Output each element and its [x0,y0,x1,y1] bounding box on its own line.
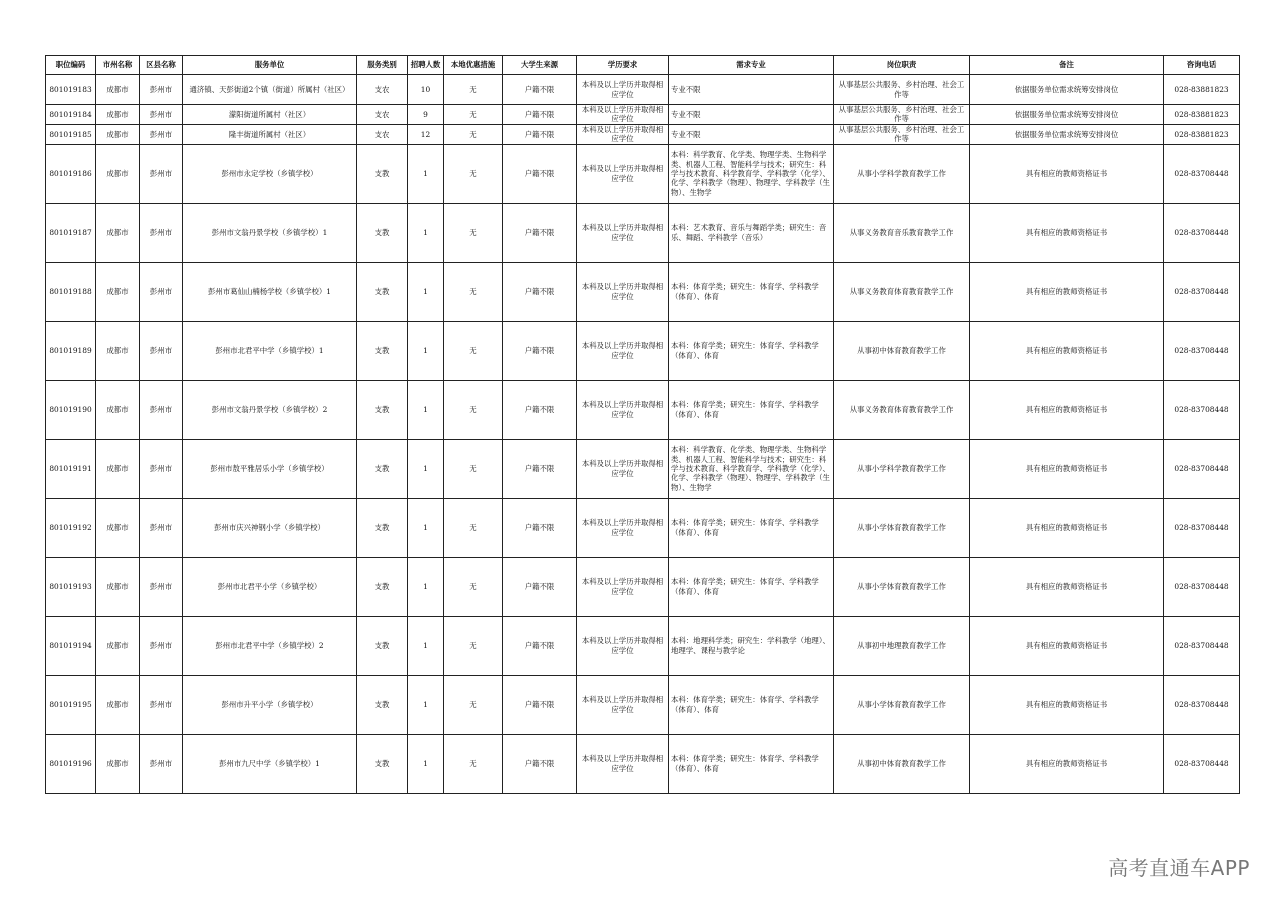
cell-duty: 从事初中地理教育教学工作 [834,616,970,675]
cell-city: 成都市 [96,557,140,616]
cell-note: 依据服务单位需求统筹安排岗位 [970,124,1164,144]
table-row [46,675,1240,734]
cell-duty: 从事小学体育教育教学工作 [834,498,970,557]
cell-major: 本科：艺术教育、音乐与舞蹈学类；研究生：音乐、舞蹈、学科教学（音乐） [669,203,834,262]
cell-local: 无 [444,105,503,125]
cell-source: 户籍不限 [503,105,577,125]
cell-major: 本科：科学教育、化学类、物理学类、生物科学类、机器人工程、智能科学与技术；研究生：科学与技术教育、科学教育学、学科教学（化学）、化学、学科教学（物理）、物理学、学科教学（生物）、生物学 [669,144,834,203]
cell-category: 支教 [357,616,408,675]
header-row [46,56,1240,75]
cell-source: 户籍不限 [503,498,577,557]
cell-note: 具有相应的教师资格证书 [970,557,1164,616]
col-header-duty: 岗位职责 [834,56,970,75]
cell-duty: 从事小学体育教育教学工作 [834,675,970,734]
cell-duty: 从事小学科学教育教学工作 [834,144,970,203]
cell-count: 1 [408,557,444,616]
cell-major: 本科：地理科学类；研究生：学科教学（地理）、地理学、课程与教学论 [669,616,834,675]
cell-edu: 本科及以上学历并取得相应学位 [577,144,669,203]
cell-code: 801019195 [46,675,96,734]
cell-edu: 本科及以上学历并取得相应学位 [577,262,669,321]
cell-unit: 彭州市北君平中学（乡镇学校）1 [183,321,357,380]
cell-unit: 彭州市文翁丹景学校（乡镇学校）1 [183,203,357,262]
cell-major: 专业不限 [669,105,834,125]
table-row [46,498,1240,557]
cell-city: 成都市 [96,144,140,203]
cell-note: 具有相应的教师资格证书 [970,380,1164,439]
cell-duty: 从事初中体育教育教学工作 [834,734,970,793]
cell-note: 具有相应的教师资格证书 [970,616,1164,675]
cell-local: 无 [444,557,503,616]
cell-phone: 028-83881823 [1164,75,1240,105]
cell-duty: 从事基层公共服务、乡村治理、社会工作等 [834,75,970,105]
col-header-local: 本地优惠措施 [444,56,503,75]
cell-note: 具有相应的教师资格证书 [970,203,1164,262]
cell-note: 具有相应的教师资格证书 [970,675,1164,734]
col-header-major: 需求专业 [669,56,834,75]
cell-note: 具有相应的教师资格证书 [970,262,1164,321]
cell-count: 1 [408,498,444,557]
cell-local: 无 [444,321,503,380]
cell-major: 专业不限 [669,124,834,144]
cell-category: 支教 [357,498,408,557]
cell-duty: 从事义务教育音乐教育教学工作 [834,203,970,262]
cell-count: 1 [408,321,444,380]
table-row [46,105,1240,125]
cell-source: 户籍不限 [503,557,577,616]
cell-city: 成都市 [96,203,140,262]
cell-code: 801019187 [46,203,96,262]
cell-source: 户籍不限 [503,144,577,203]
cell-source: 户籍不限 [503,380,577,439]
cell-code: 801019191 [46,439,96,498]
cell-count: 1 [408,675,444,734]
cell-code: 801019185 [46,124,96,144]
cell-duty: 从事基层公共服务、乡村治理、社会工作等 [834,105,970,125]
col-header-category: 服务类别 [357,56,408,75]
table-row [46,734,1240,793]
cell-phone: 028-83708448 [1164,616,1240,675]
cell-count: 1 [408,616,444,675]
cell-local: 无 [444,203,503,262]
cell-source: 户籍不限 [503,616,577,675]
cell-phone: 028-83708448 [1164,262,1240,321]
col-header-phone: 咨询电话 [1164,56,1240,75]
cell-code: 801019183 [46,75,96,105]
cell-district: 彭州市 [140,734,183,793]
cell-phone: 028-83708448 [1164,498,1240,557]
cell-note: 具有相应的教师资格证书 [970,321,1164,380]
cell-city: 成都市 [96,321,140,380]
cell-code: 801019189 [46,321,96,380]
cell-phone: 028-83708448 [1164,144,1240,203]
cell-city: 成都市 [96,75,140,105]
cell-unit: 通济镇、天彭街道2个镇（街道）所属村（社区） [183,75,357,105]
cell-category: 支教 [357,557,408,616]
cell-local: 无 [444,498,503,557]
cell-district: 彭州市 [140,105,183,125]
cell-edu: 本科及以上学历并取得相应学位 [577,616,669,675]
cell-code: 801019188 [46,262,96,321]
cell-source: 户籍不限 [503,124,577,144]
table-row [46,616,1240,675]
cell-district: 彭州市 [140,380,183,439]
cell-city: 成都市 [96,616,140,675]
cell-code: 801019184 [46,105,96,125]
table-row [46,380,1240,439]
cell-edu: 本科及以上学历并取得相应学位 [577,203,669,262]
cell-major: 本科：体育学类；研究生：体育学、学科教学（体育）、体育 [669,498,834,557]
cell-local: 无 [444,262,503,321]
table-row [46,439,1240,498]
cell-major: 专业不限 [669,75,834,105]
table-row [46,124,1240,144]
cell-unit: 隆丰街道所属村（社区） [183,124,357,144]
cell-local: 无 [444,675,503,734]
cell-major: 本科：体育学类；研究生：体育学、学科教学（体育）、体育 [669,675,834,734]
cell-district: 彭州市 [140,675,183,734]
cell-unit: 濛阳街道所属村（社区） [183,105,357,125]
cell-duty: 从事初中体育教育教学工作 [834,321,970,380]
cell-count: 1 [408,439,444,498]
cell-category: 支农 [357,105,408,125]
cell-category: 支教 [357,203,408,262]
cell-unit: 彭州市北君平中学（乡镇学校）2 [183,616,357,675]
cell-edu: 本科及以上学历并取得相应学位 [577,105,669,125]
cell-code: 801019186 [46,144,96,203]
cell-note: 具有相应的教师资格证书 [970,144,1164,203]
cell-code: 801019192 [46,498,96,557]
cell-local: 无 [444,616,503,675]
cell-count: 1 [408,144,444,203]
cell-district: 彭州市 [140,75,183,105]
cell-city: 成都市 [96,380,140,439]
cell-unit: 彭州市文翁丹景学校（乡镇学校）2 [183,380,357,439]
cell-edu: 本科及以上学历并取得相应学位 [577,321,669,380]
watermark-text: 高考直通车APP [1108,856,1250,880]
cell-phone: 028-83708448 [1164,557,1240,616]
col-header-count: 招聘人数 [408,56,444,75]
cell-district: 彭州市 [140,144,183,203]
col-header-note: 备注 [970,56,1164,75]
cell-source: 户籍不限 [503,321,577,380]
cell-category: 支教 [357,321,408,380]
cell-note: 具有相应的教师资格证书 [970,498,1164,557]
cell-count: 1 [408,203,444,262]
cell-edu: 本科及以上学历并取得相应学位 [577,124,669,144]
cell-local: 无 [444,144,503,203]
cell-code: 801019196 [46,734,96,793]
cell-count: 1 [408,262,444,321]
cell-note: 具有相应的教师资格证书 [970,734,1164,793]
cell-unit: 彭州市北君平小学（乡镇学校） [183,557,357,616]
cell-unit: 彭州市葛仙山楠杨学校（乡镇学校）1 [183,262,357,321]
cell-local: 无 [444,124,503,144]
col-header-district: 区县名称 [140,56,183,75]
col-header-city: 市州名称 [96,56,140,75]
cell-major: 本科：体育学类；研究生：体育学、学科教学（体育）、体育 [669,734,834,793]
cell-major: 本科：体育学类；研究生：体育学、学科教学（体育）、体育 [669,380,834,439]
col-header-code: 职位编码 [46,56,96,75]
cell-category: 支教 [357,734,408,793]
cell-duty: 从事小学科学教育教学工作 [834,439,970,498]
cell-city: 成都市 [96,262,140,321]
cell-unit: 彭州市庆兴神钢小学（乡镇学校） [183,498,357,557]
col-header-unit: 服务单位 [183,56,357,75]
cell-count: 1 [408,734,444,793]
cell-edu: 本科及以上学历并取得相应学位 [577,675,669,734]
cell-category: 支农 [357,75,408,105]
cell-city: 成都市 [96,439,140,498]
cell-unit: 彭州市九尺中学（乡镇学校）1 [183,734,357,793]
cell-major: 本科：体育学类；研究生：体育学、学科教学（体育）、体育 [669,321,834,380]
cell-district: 彭州市 [140,557,183,616]
table-row [46,321,1240,380]
cell-duty: 从事小学体育教育教学工作 [834,557,970,616]
table-row [46,262,1240,321]
cell-district: 彭州市 [140,616,183,675]
cell-duty: 从事基层公共服务、乡村治理、社会工作等 [834,124,970,144]
cell-category: 支教 [357,262,408,321]
cell-source: 户籍不限 [503,734,577,793]
cell-city: 成都市 [96,498,140,557]
recruitment-table-sheet [45,55,1240,794]
cell-note: 具有相应的教师资格证书 [970,439,1164,498]
cell-category: 支教 [357,144,408,203]
cell-duty: 从事义务教育体育教育教学工作 [834,380,970,439]
cell-count: 10 [408,75,444,105]
table-row [46,203,1240,262]
cell-major: 本科：科学教育、化学类、物理学类、生物科学类、机器人工程、智能科学与技术；研究生：科学与技术教育、科学教育学、学科教学（化学）、化学、学科教学（物理）、物理学、学科教学（生物）、生物学 [669,439,834,498]
cell-unit: 彭州市升平小学（乡镇学校） [183,675,357,734]
cell-city: 成都市 [96,124,140,144]
cell-category: 支教 [357,439,408,498]
cell-phone: 028-83708448 [1164,380,1240,439]
cell-source: 户籍不限 [503,439,577,498]
cell-source: 户籍不限 [503,203,577,262]
cell-count: 1 [408,380,444,439]
cell-district: 彭州市 [140,203,183,262]
cell-count: 9 [408,105,444,125]
cell-district: 彭州市 [140,124,183,144]
cell-phone: 028-83708448 [1164,439,1240,498]
cell-city: 成都市 [96,105,140,125]
table-row [46,557,1240,616]
cell-unit: 彭州市敖平雅居乐小学（乡镇学校） [183,439,357,498]
cell-code: 801019194 [46,616,96,675]
cell-major: 本科：体育学类；研究生：体育学、学科教学（体育）、体育 [669,262,834,321]
cell-edu: 本科及以上学历并取得相应学位 [577,439,669,498]
cell-district: 彭州市 [140,439,183,498]
cell-district: 彭州市 [140,321,183,380]
cell-district: 彭州市 [140,498,183,557]
cell-code: 801019190 [46,380,96,439]
cell-phone: 028-83708448 [1164,734,1240,793]
cell-category: 支农 [357,124,408,144]
col-header-source: 大学生来源 [503,56,577,75]
cell-edu: 本科及以上学历并取得相应学位 [577,498,669,557]
cell-local: 无 [444,439,503,498]
cell-local: 无 [444,734,503,793]
recruitment-table [45,55,1240,794]
cell-major: 本科：体育学类；研究生：体育学、学科教学（体育）、体育 [669,557,834,616]
cell-category: 支教 [357,380,408,439]
cell-phone: 028-83881823 [1164,124,1240,144]
cell-category: 支教 [357,675,408,734]
cell-phone: 028-83708448 [1164,321,1240,380]
table-row [46,75,1240,105]
cell-edu: 本科及以上学历并取得相应学位 [577,75,669,105]
cell-edu: 本科及以上学历并取得相应学位 [577,734,669,793]
cell-source: 户籍不限 [503,675,577,734]
cell-phone: 028-83708448 [1164,203,1240,262]
col-header-edu: 学历要求 [577,56,669,75]
cell-local: 无 [444,380,503,439]
table-row [46,144,1240,203]
cell-source: 户籍不限 [503,75,577,105]
cell-district: 彭州市 [140,262,183,321]
cell-note: 依据服务单位需求统筹安排岗位 [970,105,1164,125]
cell-source: 户籍不限 [503,262,577,321]
cell-phone: 028-83881823 [1164,105,1240,125]
cell-unit: 彭州市永定学校（乡镇学校） [183,144,357,203]
cell-edu: 本科及以上学历并取得相应学位 [577,380,669,439]
cell-note: 依据服务单位需求统筹安排岗位 [970,75,1164,105]
cell-count: 12 [408,124,444,144]
cell-edu: 本科及以上学历并取得相应学位 [577,557,669,616]
cell-city: 成都市 [96,734,140,793]
cell-phone: 028-83708448 [1164,675,1240,734]
cell-local: 无 [444,75,503,105]
cell-duty: 从事义务教育体育教育教学工作 [834,262,970,321]
cell-code: 801019193 [46,557,96,616]
cell-city: 成都市 [96,675,140,734]
